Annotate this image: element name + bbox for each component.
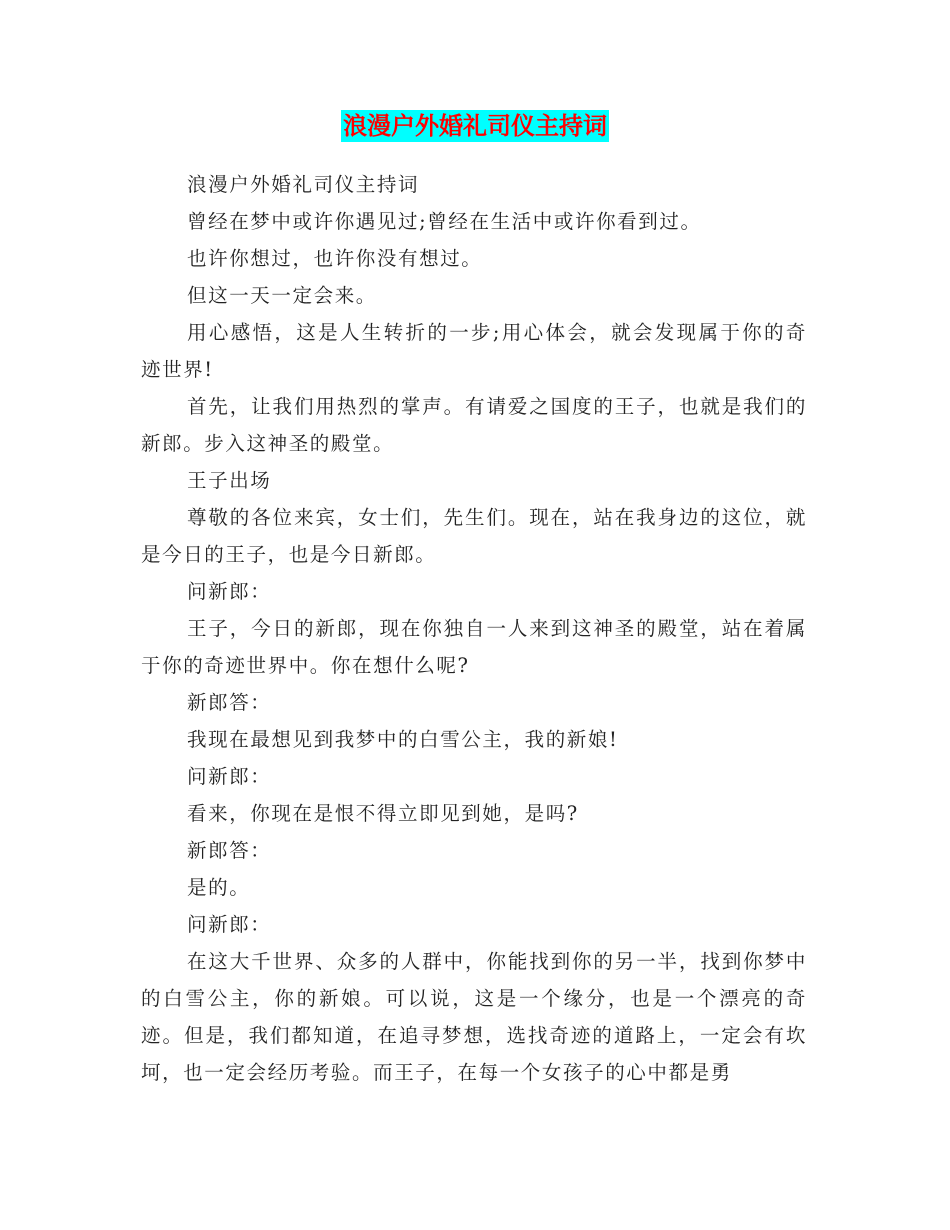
paragraph-11: 新郎答： — [187, 691, 272, 714]
title-area — [0, 110, 950, 142]
paragraph-12: 我现在最想见到我梦中的白雪公主，我的新娘! — [187, 728, 619, 751]
paragraph-14: 看来，你现在是恨不得立即见到她，是吗? — [187, 802, 579, 825]
paragraph-13: 问新郎： — [187, 765, 272, 788]
paragraph-4: 但这一天一定会来。 — [187, 284, 377, 307]
paragraph-18: 在这大千世界、众多的人群中，你能找到你的另一半，找到你梦中的白雪公主，你的新娘。可以说，这是一个缘分，也是一个漂亮的奇迹。但是，我们都知道，在追寻梦想，选找奇迹的道路上，一定会有坎坷，也一定会经历考验。而王子，在每一个女孩子的心中都是勇 — [141, 950, 807, 1084]
paragraph-16: 是的。 — [187, 876, 251, 899]
paragraph-17: 问新郎： — [187, 913, 272, 936]
paragraph-7: 王子出场 — [187, 469, 272, 492]
paragraph-8: 尊敬的各位来宾，女士们，先生们。现在，站在我身边的这位，就是今日的王子，也是今日新郎。 — [141, 506, 807, 566]
paragraph-15: 新郎答： — [187, 839, 272, 862]
paragraph-6: 首先，让我们用热烈的掌声。有请爱之国度的王子，也就是我们的新郎。步入这神圣的殿堂。 — [141, 395, 807, 455]
paragraph-9: 问新郎： — [187, 580, 272, 603]
paragraph-3: 也许你想过，也许你没有想过。 — [187, 247, 483, 270]
paragraph-2: 曾经在梦中或许你遇见过;曾经在生活中或许你看到过。 — [187, 210, 702, 233]
paragraph-10: 王子，今日的新郎，现在你独自一人来到这神圣的殿堂，站在着属于你的奇迹世界中。你在想什么呢? — [141, 617, 807, 677]
paragraph-5: 用心感悟，这是人生转折的一步;用心体会，就会发现属于你的奇迹世界! — [141, 321, 807, 381]
document-body — [141, 166, 807, 1091]
document-title: 浪漫户外婚礼司仪主持词 — [343, 112, 607, 140]
paragraph-1: 浪漫户外婚礼司仪主持词 — [187, 173, 420, 196]
